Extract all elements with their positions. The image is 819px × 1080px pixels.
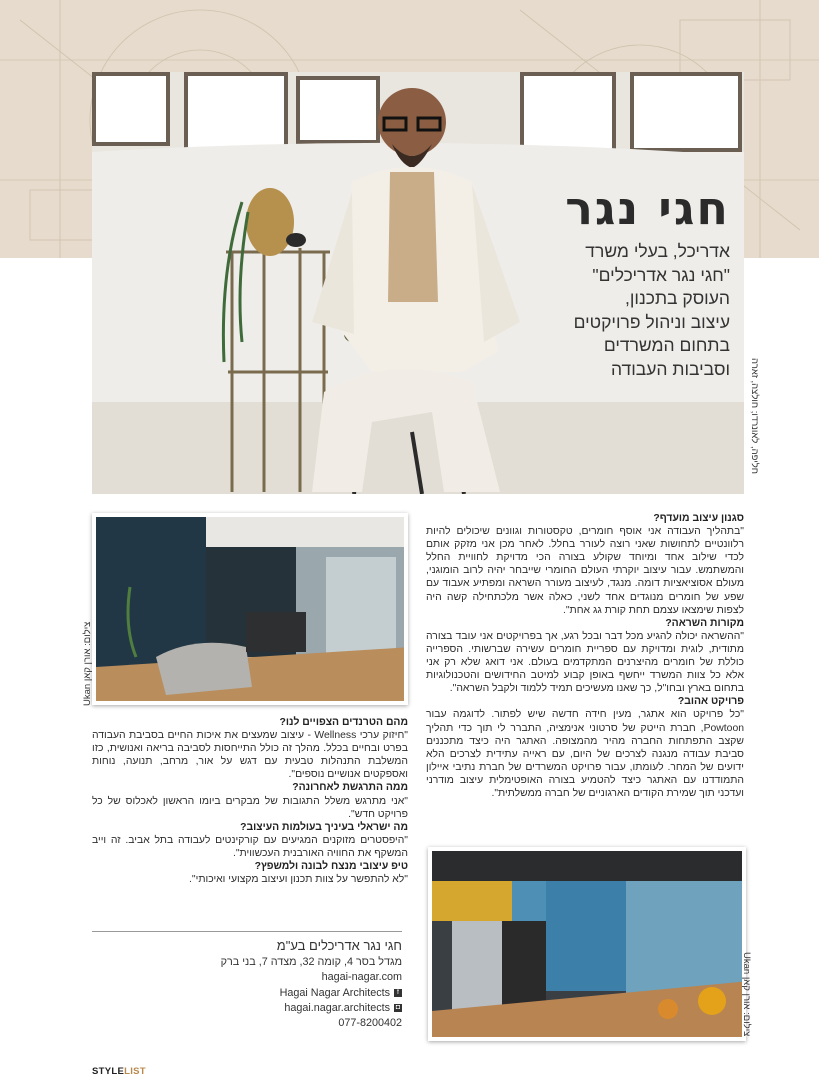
answer: "אני מתרגש משלל התגובות של מבקרים ביומו הראשון לאכלוס של כל פרויקט חדש". (92, 795, 408, 820)
hero-photo-credit: חליפה, לאונרדו; חולצה, זארה (749, 358, 760, 474)
facebook-label: Hagai Nagar Architects (279, 986, 390, 999)
office-photo-credit: צילום: אורן קאן Ukan (82, 621, 93, 706)
qa-block (92, 821, 408, 860)
question: מה ישראלי בעיניך בעולמות העיצוב? (240, 821, 408, 833)
instagram-label: hagai.nagar.architects (284, 1001, 390, 1014)
question: טיפ עיצובי מנצח לבונה ולמשפץ? (254, 861, 408, 873)
instagram-line[interactable] (92, 1001, 402, 1016)
answer: "כל פרויקט הוא אתגר, מעין חידה חדשה שיש לפתור. לדוגמה עבור Powtoon, חברת הייטק של סרטוני אנימציה, התברר לי תוך כדי תהליך שקצב התפתחות החברה מהיר מהמצופה. האתגר היה כיצד מתכננים סביבת עבודה מנגנה לצרכים של היום, עם ראייה עתידית לצרכים הלא ידועים של המחר. לעומתו, עבור פרויקט המשרדים של חברת נתיבי איילון התמודדנו עם האתגר כיצד להטמיע בצורה האופטימלית עיצוב מודרני ועדכני תוך שמירת הקודים הארגוניים של חברה ממשלתית". (426, 709, 744, 799)
qa-block (426, 512, 744, 617)
hero-description-line: וסביבות העבודה (610, 358, 730, 379)
answer: "ההשראה יכולה להגיע מכל דבר ובכל רגע, אך בפרויקטים אני עובד בצורה מתודית, לוגית ומדויקת עם ספריית חומרים עשירה שברשותי. הספרייה כוללת של חומרים מהיצרנים המתקדמים בעולם. אני דואג שלא רק אני אלא כל צוות המשרד ייחשף באופן קבוע למיטב החידושים והטכנולוגיות בתחום בארץ ובחו"ל, כך שאנו מעשיכים תמיד ללמוד ולקבל השראה". (426, 630, 744, 695)
office-lounge-photo (92, 513, 408, 705)
qa-block (92, 860, 408, 886)
hero-description-line: בתחום המשרדים (603, 335, 730, 355)
kitchen-photo (428, 847, 746, 1041)
hero-name: חגי נגר (565, 181, 730, 235)
question: סגנון עיצוב מועדף? (653, 513, 744, 524)
hero-description-line: אדריכל, בעלי משרד (585, 241, 730, 261)
brand-style: STYLE (92, 1066, 125, 1077)
qa-block (92, 781, 408, 820)
answer: "חיזוק ערכי Wellness - עיצוב שמעצים את איכות החיים בסביבת העבודה בפרט ובחיים בכלל. מהלך זה כולל התייחסות לסביבה בריאה ואנושית, כזו המשלבת התנהלות טבעית עם דגש על אור, מרחב, תנועה, נוחות ואספקטים אנושיים נוספים". (92, 730, 408, 781)
article-column-right (426, 512, 744, 800)
brand-list: LIST (124, 1066, 146, 1077)
hero-description (500, 240, 730, 381)
facebook-line[interactable] (92, 986, 402, 1001)
contact-block (92, 931, 402, 1031)
kitchen-photo-credit: צילום: אורן קאן Ukan (741, 952, 752, 1037)
qa-block (426, 617, 744, 696)
hero-description-line: העוסק בתכנון, (625, 288, 730, 308)
instagram-icon: ◘ (395, 1004, 401, 1012)
qa-block (92, 716, 408, 781)
answer: "לא להתפשר על צוות תכנון ועיצוב מקצועי ואיכותי". (189, 874, 408, 886)
article-column-left (92, 716, 408, 886)
footer-brand (92, 1066, 146, 1077)
facebook-icon: f (394, 989, 402, 997)
divider (92, 931, 402, 932)
question: מהם הטרנדים הצפויים לנו? (279, 717, 408, 728)
question: פרויקט אהוב? (677, 696, 744, 708)
hero-description-line: עיצוב וניהול פרויקטים (573, 311, 730, 332)
address: מגדל בסר 4, קומה 32, מצדה 7, בני ברק (220, 956, 402, 968)
hero-description-line: "חגי נגר אדריכלים" (592, 264, 730, 285)
answer: "בתהליך העבודה אני אוסף חומרים, טקסטורות וגוונים שיכולים להיות רלוונטיים לתחושות שאני רוצה לעורר בחלל. לאחר מכן אני מזקק אותם לכדי שילוב אחד ומיוחד שקולע בצורה הכי מדויקת לחוויית החלל והמשתמש. עבור עיצוב יוקרתי העולם החומרי שייבחר יהיה לרוב הומוגני, מעולם אסוציאציות דומה. מנגד, לעיצוב מעורר השראה ומפתיע אעבוד עם שפע של חומרים מנוגדים אחד לשני, כאלה אשר מלכתחילה קשה היה לצפות שימצאו עצמם תחת קורת גג אחת". (426, 526, 744, 616)
question: ממה התרגשת לאחרונה? (292, 782, 408, 794)
question: מקורות השראה? (665, 617, 744, 629)
qa-block (426, 695, 744, 800)
phone: 077-8200402 (338, 1017, 402, 1030)
firm-name: חגי נגר אדריכלים בע"מ (276, 938, 402, 953)
hero-photo (92, 72, 744, 494)
website-link[interactable]: hagai-nagar.com (321, 971, 402, 984)
answer: "היפסטרים מזוקנים המגיעים עם קורקינטים לעבודה בתל אביב. זה וייב המשקף את החוויה האורבנית העכשווית". (92, 834, 408, 859)
